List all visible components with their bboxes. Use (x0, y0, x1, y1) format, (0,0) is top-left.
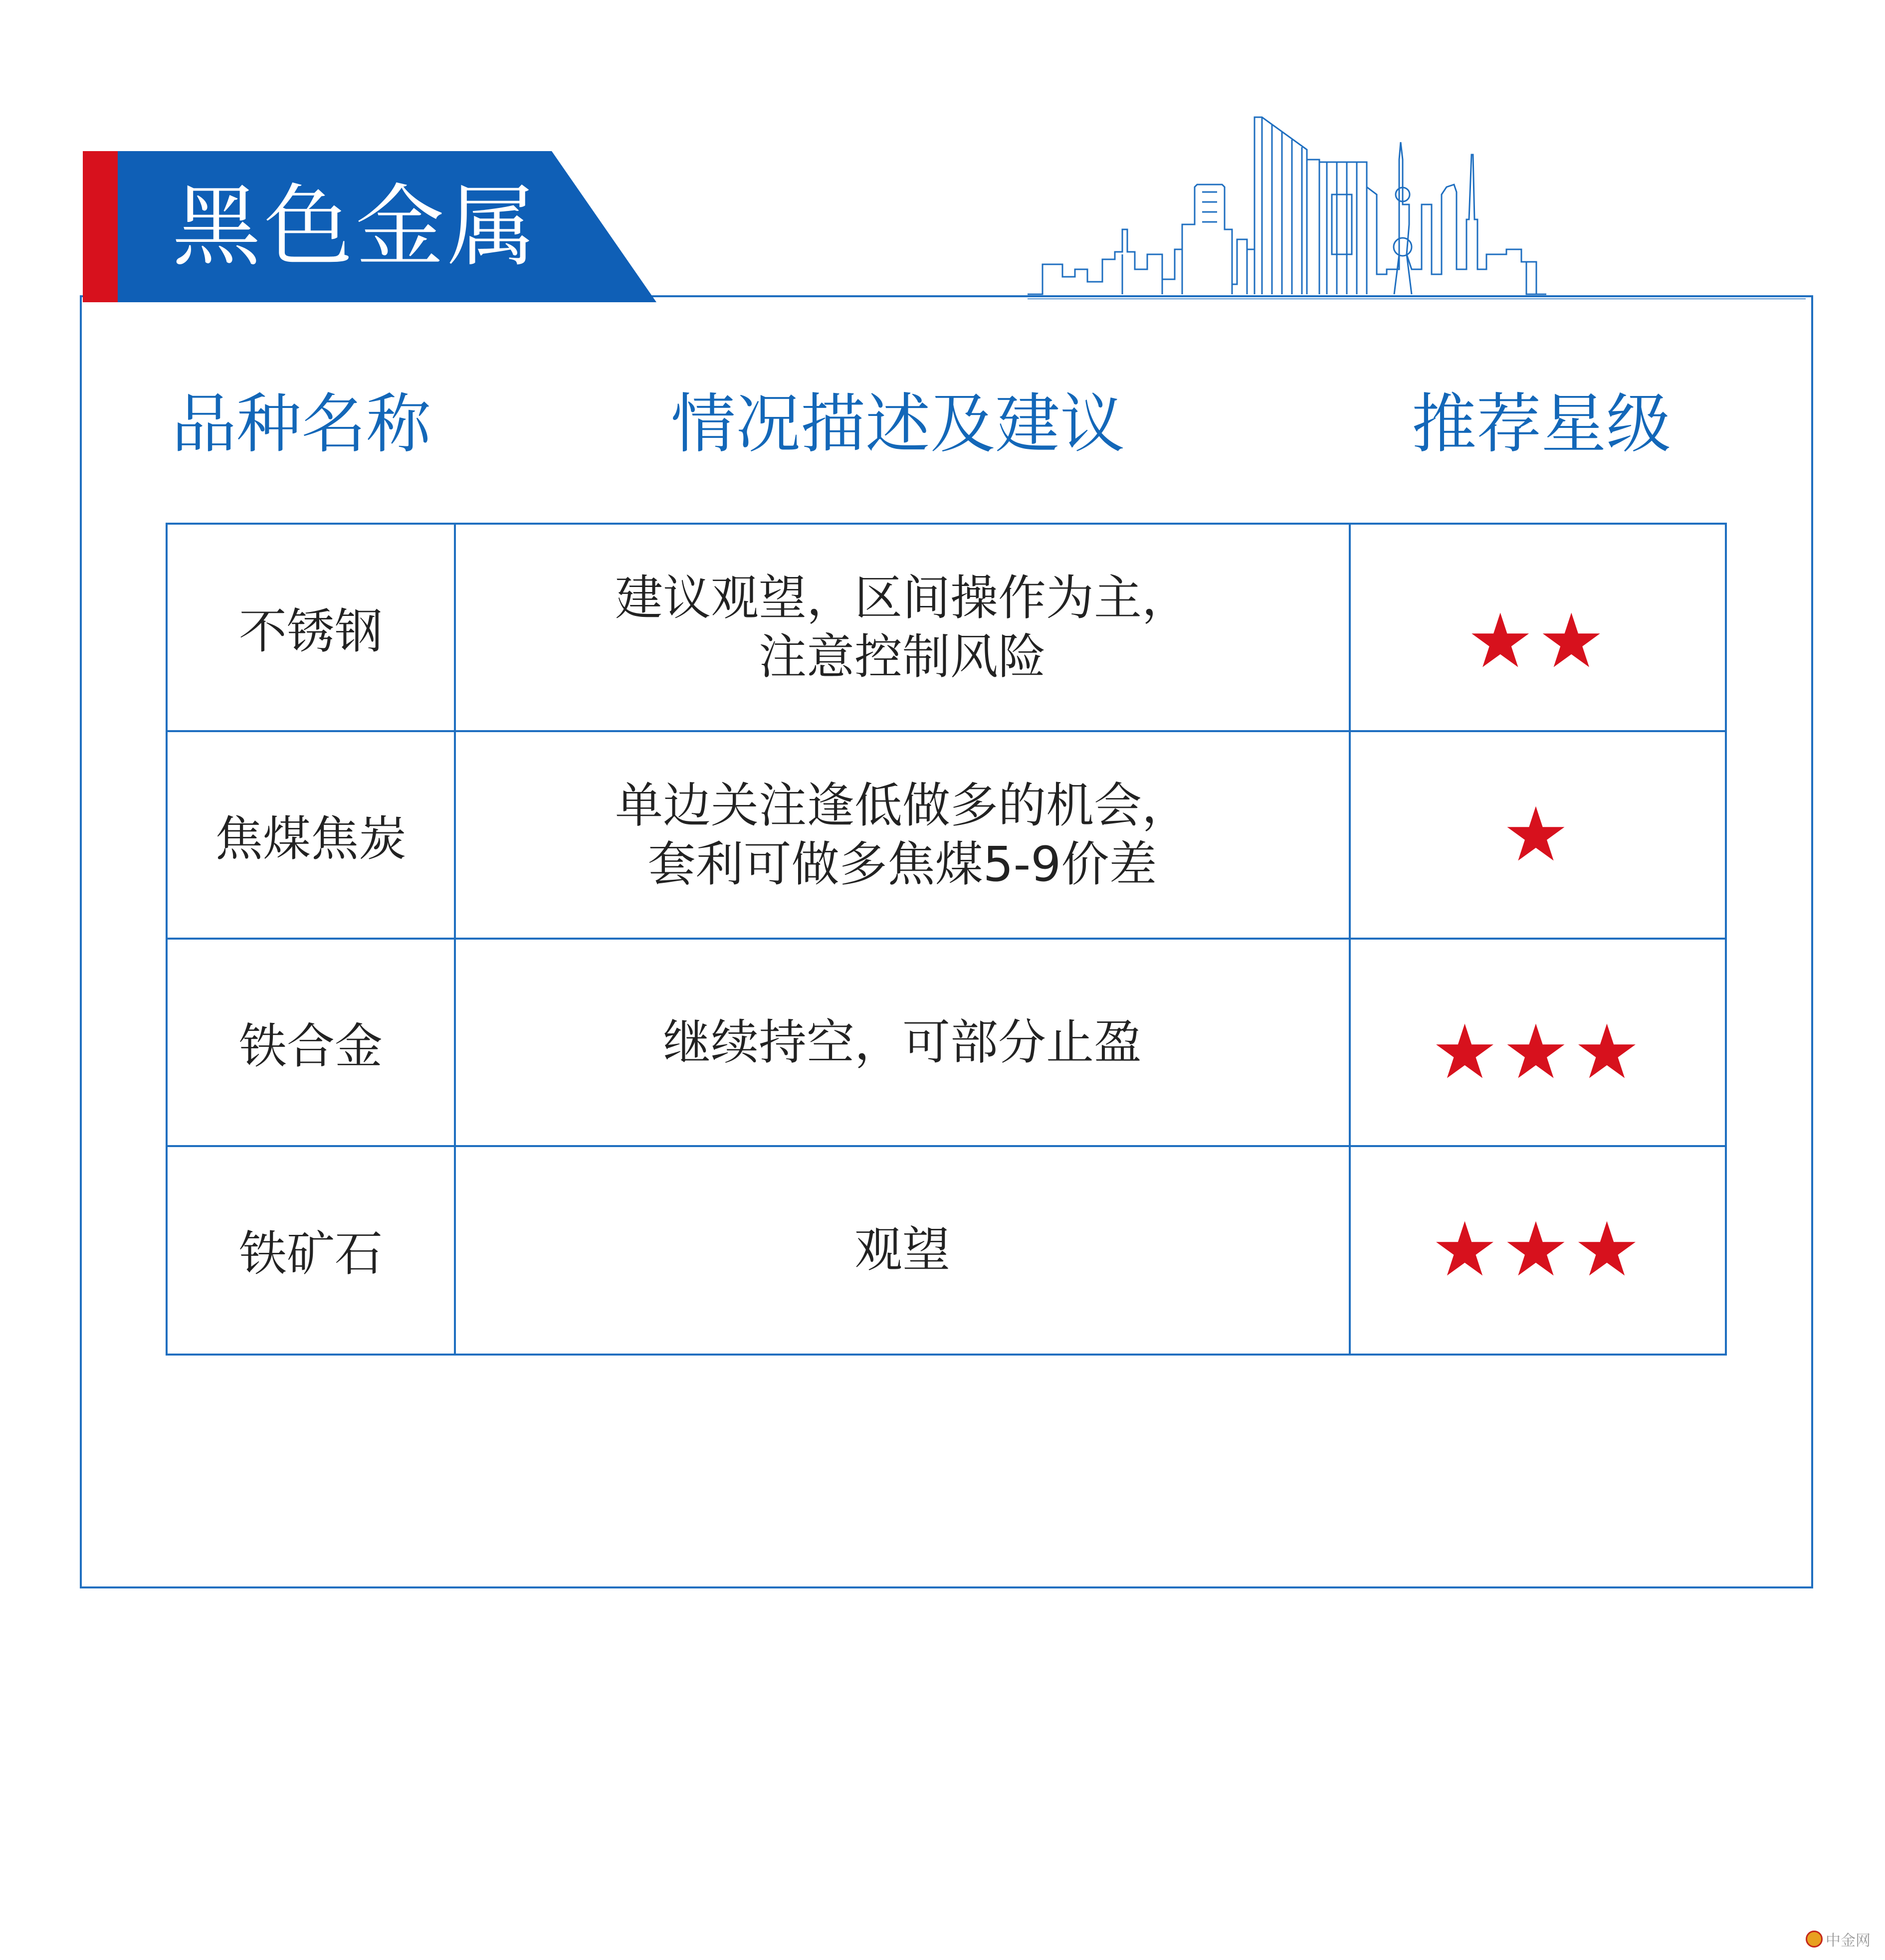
city-skyline-illustration (1028, 105, 1806, 299)
star-rating: ★★ (1466, 598, 1609, 685)
star-rating: ★ (1502, 791, 1574, 878)
table-row-name: 铁矿石 (239, 1225, 383, 1282)
watermark (1806, 1924, 1883, 1954)
star-rating: ★★★ (1431, 1009, 1645, 1096)
table-row-description (456, 732, 1349, 938)
description-line: 套利可做多焦煤5-9价差 (647, 836, 1157, 892)
table-row-name: 不锈钢 (239, 603, 383, 659)
header-description: 情况描述及建议 (670, 386, 1125, 462)
table-row-name: 焦煤焦炭 (215, 810, 407, 867)
table-row-description (456, 1147, 1349, 1353)
description-line: 建议观望，区间操作为主， (615, 570, 1190, 626)
watermark-text: 中金网 (1826, 1932, 1871, 1950)
star-rating: ★★★ (1431, 1206, 1645, 1293)
page-title: 黑色金属 (172, 175, 539, 278)
description-line: 观望 (854, 1222, 950, 1278)
header-rating: 推荐星级 (1411, 386, 1671, 462)
title-tab-red-bar (83, 151, 119, 302)
description-line: 单边关注逢低做多的机会， (615, 778, 1190, 833)
table-row-name: 铁合金 (239, 1018, 383, 1074)
table-row-description (456, 940, 1349, 1145)
header-variety-name: 品种名称 (171, 386, 431, 462)
description-line: 注意控制风险 (759, 629, 1046, 685)
table-row-description (456, 525, 1349, 730)
description-line: 继续持空，可部分止盈 (663, 1014, 1142, 1070)
watermark-logo-icon (1806, 1931, 1823, 1948)
